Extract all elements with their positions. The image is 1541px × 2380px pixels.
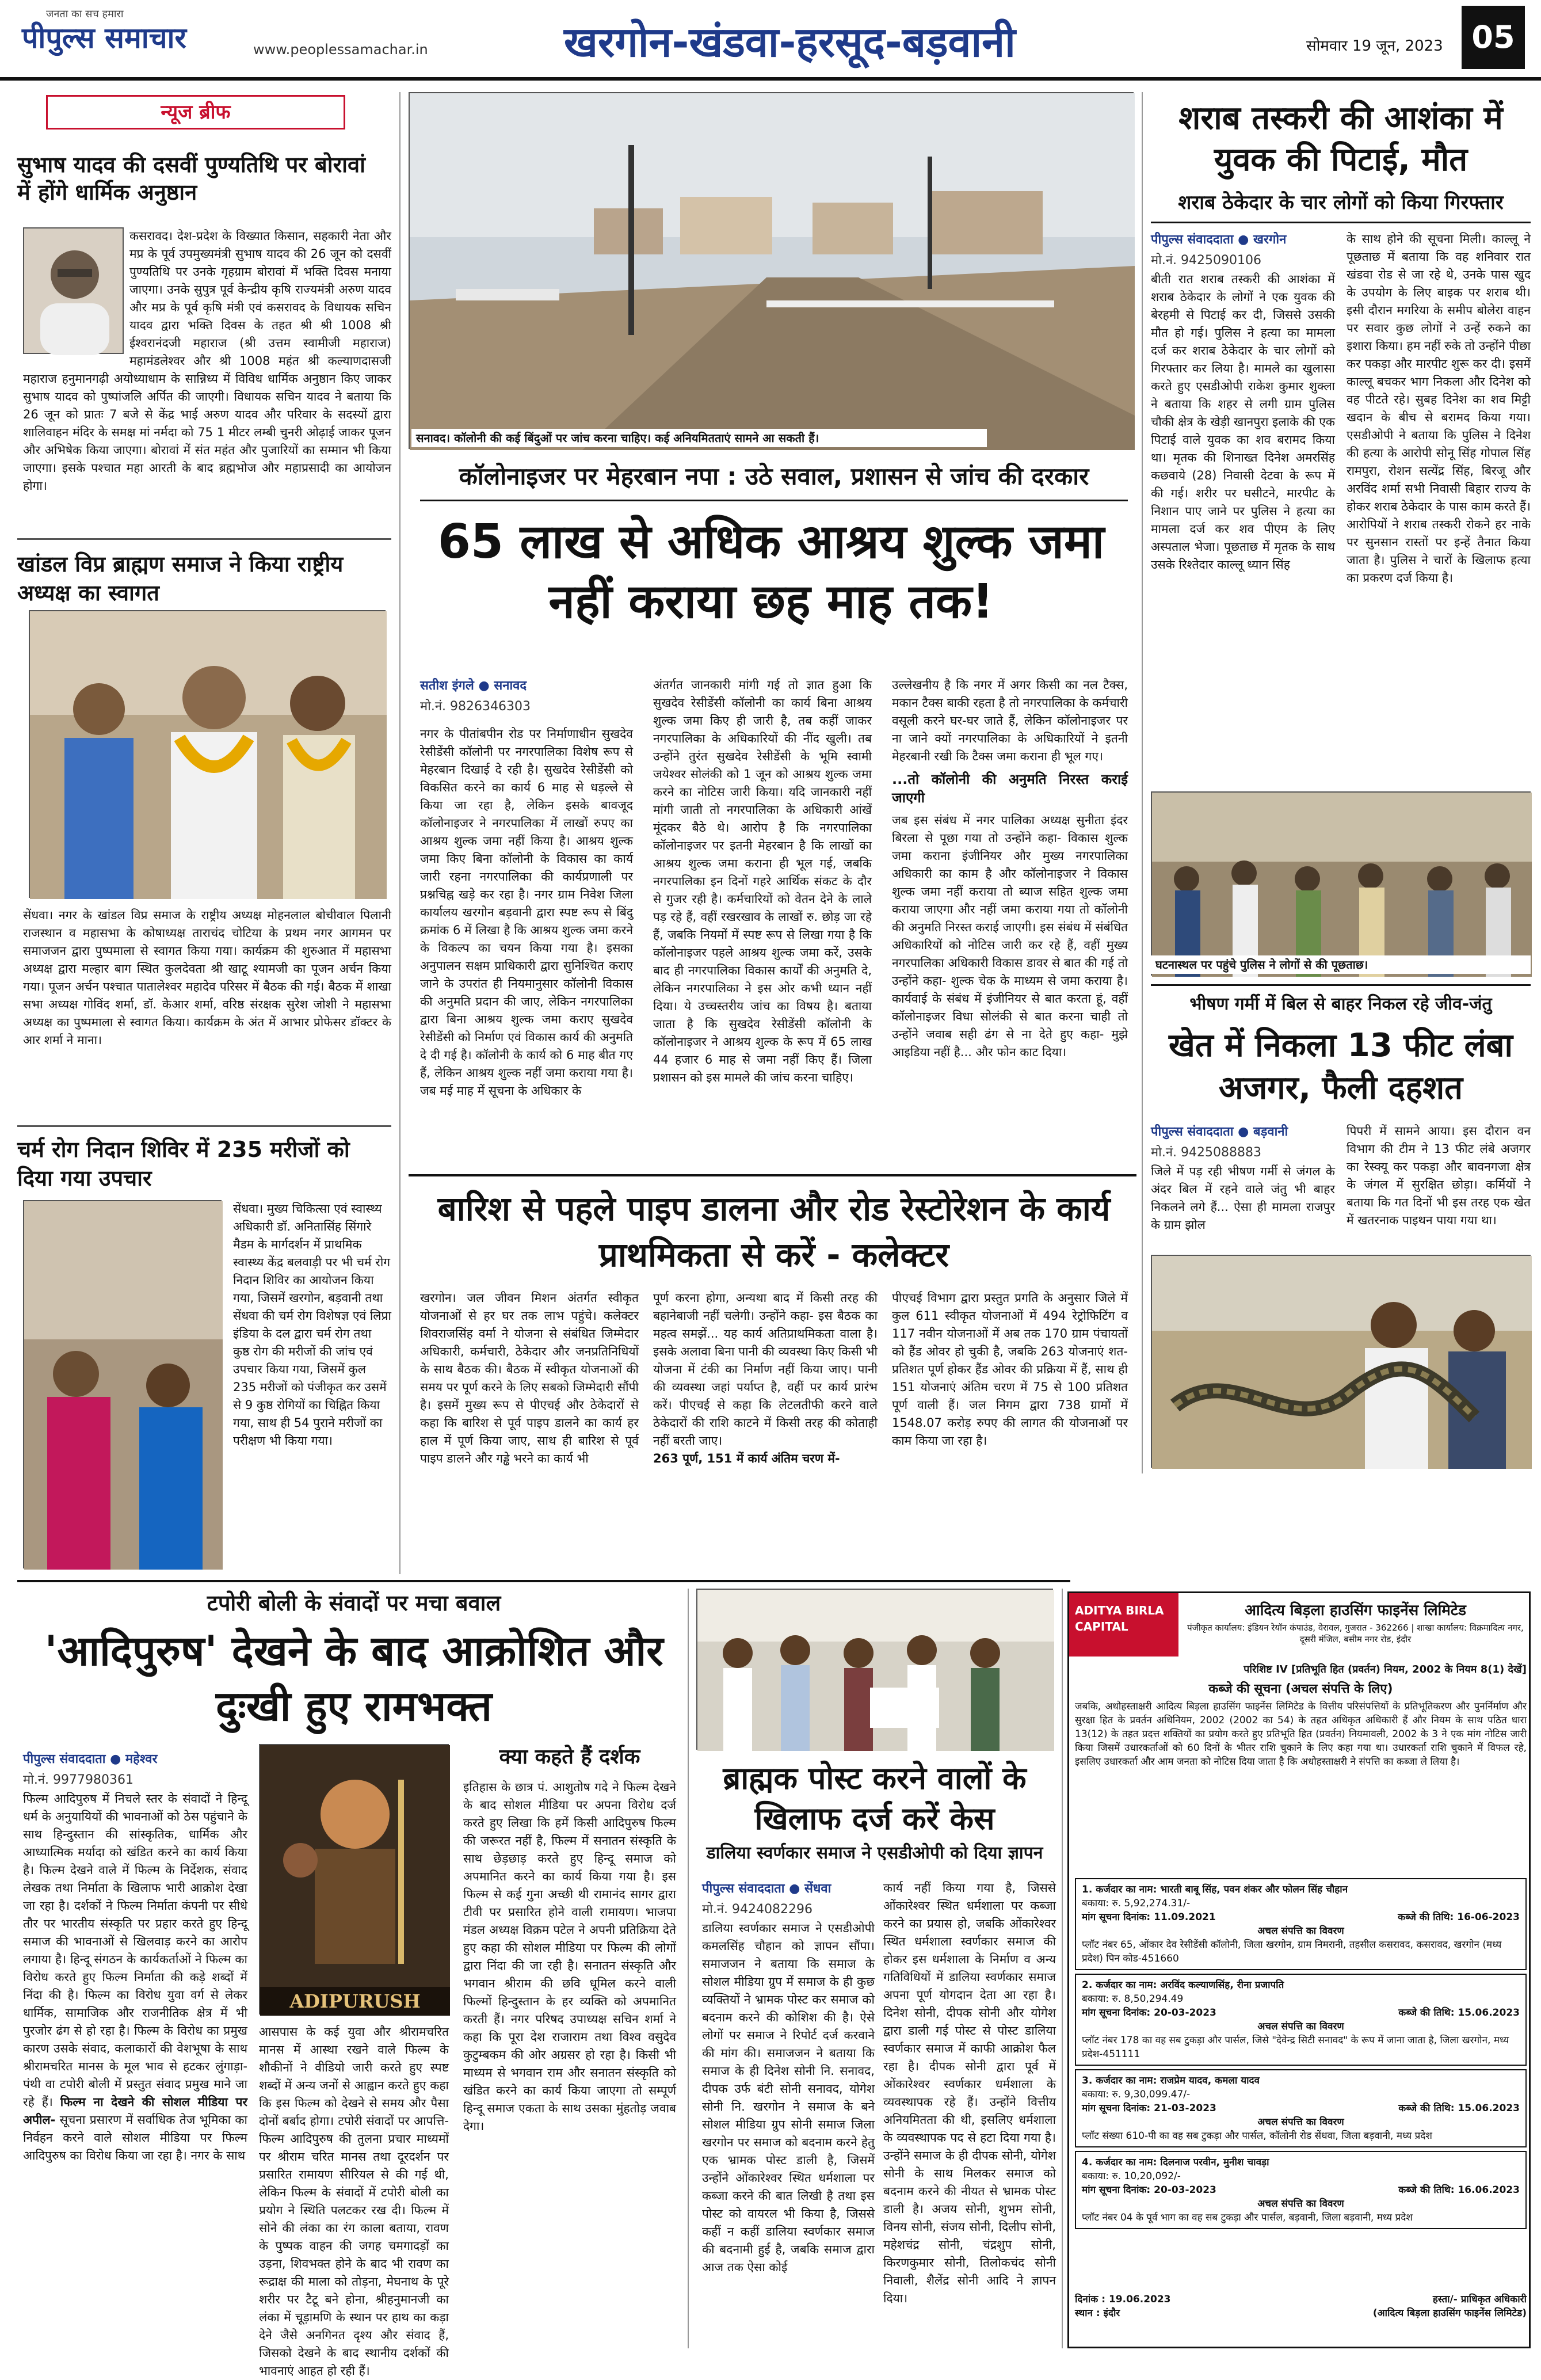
pipeline-headline: बारिश से पहले पाइप डालना और रोड रेस्टोरेशन के कार्य प्राथमिकता से करें - कलेक्टर [437,1189,1111,1274]
brahmin-col2: कार्य नहीं किया गया है, जिससे ओंकारेश्वर स्थित धर्मशाला पर कब्जा करने का प्रयास हो, जबकि ओंकारेश्वर स्थित धर्मशाला स्वर्णकार समाज की होकर इस धर्मशाला के निर्माण व अन्य गतिविधियों में डालिया स्वर्णकार समाज अपना पूर्ण योगदान देता आ रहा है। दिनेश सोनी, दीपक सोनी और योगेश द्वारा डाली गई पोस्ट से पोस्ट डालिया स्वर्णकार समाज में काफी आक्रोश फैल रहा है। दीपक सोनी द्वारा पूर्व में ओंकारेश्वर स्वर्णकार धर्मशाला के व्यवस्थापक रहे हैं। उन्होंने वित्तीय अनियमितता की थी, इसलिए धर्मशाला के व्यवस्थापक पद से हटा दिया गया है। उन्होंने समाज के ही दीपक सोनी, योगेश सोनी के साथ मिलकर समाज को बदनाम करने की नीयत से भ्रामक पोस्ट डाली है। अजय सोनी, शुभम सोनी, विनय सोनी, संजय सोनी, दिलीप सोनी, महेशचंद्र सोनी, चंद्रशुप सोनी, किरणकुमार सोनी, तिलोकचंद सोनी निवाली, शैलेंद्र सोनी आदि ने ज्ञापन दिया। [883,1881,1056,2305]
brief1-headline: सुभाष यादव की दसवीं पुण्यतिथि पर बोरावां में होंगे धार्मिक अनुष्ठान [17,152,365,205]
brahmin-col1: डालिया स्वर्णकार समाज ने एसडीओपी कमलसिंह चौहान को ज्ञापन सौंपा। समाजजन ने बताया कि समाज के सोशल मीडिया ग्रुप में समाज के ही कुछ व्यक्तियों ने भ्रामक पोस्ट कर समाज को बदनाम करने की कोशिश की है। ऐसे लोगों पर समाज ने रिपोर्ट दर्ज करवाने की मांग की। समाजजन ने बताया कि समाज के ही दिनेश सोनी नि. सनावद, दीपक उर्फ बंटी सोनी सनावद, योगेश सोनी नि. खरगोन ने समाज के बने सोशल मीडिया ग्रुप सोनी समाज जिला खरगोन पर समाज को बदनाम करने हेतु एक भ्रामक पोस्ट डाली है, जिसमें उन्होंने ओंकारेश्वर स्थित धर्मशाला पर कब्जा करने की बात लिखी है तथा इस पोस्ट को वायरल भी किया है, जिससे कहीं न कहीं डालिया स्वर्णकार समाज की बदनामी हुई है, जबकि समाज द्वारा आज तक ऐसा कोई [702,1921,875,2274]
edition-title: खरगोन-खंडवा-हरसूद-बड़वानी [564,18,1016,66]
divider [17,1580,1070,1582]
pipeline-col2-bold: 263 पूर्ण, 151 में कार्य अंतिम चरण में- [653,1452,840,1465]
notice-company: आदित्य बिड़ला हाउसिंग फाइनेंस लिमिटेड [1245,1602,1466,1619]
brief3-photo-camp [23,1200,222,1568]
adipurush-col2: आसपास के कई युवा और श्रीरामचरित मानस में आस्था रखने वाले फिल्म के शौकीनों ने वीडियो जारी करते हुए स्पष्ट शब्दों में अन्य जनों से आह्वान करते हुए कहा कि इस फिल्म को देखने से समय और पैसा दोनों बर्बाद होगा। टपोरी संवादों पर आपत्ति- फिल्म आदिपुरुष की तुलना प्रचार माध्यमों पर श्रीराम चरित मानस तथा दूरदर्शन पर प्रसारित रामायण सीरियल से की गई थी, लेकिन फिल्म के संवादों में टपोरी बोली का प्रयोग ने स्थिति पलटकर रख दी। फिल्म में सोने की लंका का रंग काला बताया, रावण के पुष्पक वाहन की जगह चमगादड़ों का उड़ना, शिवभक्त होने के बाद भी रावण का रूद्राक्ष की माला को तोड़ना, मेघनाथ के पूरे शरीर पर टैटू बने होना, श्रीहनुमानजी का लंका में चूड़ामणि के स्थान पर हाथ का कड़ा देने जैसे अनगिनत दृश्य और संवाद हैं, जिसको देखने के बाद स्थानीय दर्शकों की भावनाएं आहत हो रही हैं। [259,2025,449,2378]
brief1-body: कसरावद। देश-प्रदेश के विख्यात किसान, सहकारी नेता और मप्र के पूर्व उपमुख्यमंत्री सुभाष यादव की 26 जून को दसवीं पुण्यतिथि पर उनके गृहग्राम बोरावां में भक्ति दिवस मनाया जाएगा। उनके सुपुत्र पूर्व केन्द्रीय कृषि राज्यमंत्री अरुण यादव और मप्र के पूर्व कृषि मंत्री एवं कसरावद के विधायक सचिन यादव द्वारा भक्ति दिवस के तहत श्री श्री 1008 श्री ईश्वरानंदजी महाराज (श्री उत्तम स्वामीजी महाराज) महामंडलेश्वर और श्री 1008 महंत श्री कल्याणदासजी महाराज हनुमानगढ़ी अयोध्याधाम के सान्निध्य में विविध धार्मिक अनुष्ठान किए जाकर सुभाष यादव को पुष्पांजलि अर्पित की जाएगी। विधायक सचिन यादव ने बताया कि 26 जून को प्रातः 7 बजे से केंद्र भाई अरुण यादव और परिवार के सदस्यों द्वारा शालिवाहन मंदिर के समक्ष मां नर्मदा को 75 1 मीटर लम्बी चुनरी ओढ़ाई जाकर पूजन और अभिषेक किया जाएगा। बोरावां में संत महंत और पुजारियों का सम्मान भी किया जाएगा। इसके पश्चात महा आरती के बाद ब्रह्मभोज और महाप्रसादी का आयोजन होगा। [23,229,391,493]
liquor-photo-scene [1151,791,1531,976]
liquor-photo-caption: घटनास्थल पर पहुंचे पुलिस ने लोगों से की पूछताछ। [1151,955,1531,974]
poster-title: ADIPURUSH [260,1987,450,2016]
column-rule [399,92,400,1574]
issue-date: सोमवार 19 जून, 2023 [1306,37,1443,55]
python-headline: खेत में निकला 13 फीट लंबा अजगर, फैली दहशत [1168,1027,1513,1107]
notice-entries [1075,1878,1527,2281]
liquor-subhead: शराब ठेकेदार के चार लोगों को किया गिरफ्तार [1178,191,1504,214]
notice-footer: दिनांक : 19.06.2023 हस्ता/- प्राधिकृत अधिकारी स्थान : इंदौर (आदित्य बिड़ला हाउसिंग फाइनेंस लिमिटेड) [1075,2294,1527,2319]
adipurush-col1: फिल्म आदिपुरुष में निचले स्तर के संवादों ने हिन्दू धर्म के अनुयायियों की भावनाओं को ठेस पहुंचाने के साथ हिन्दुस्तान की सांस्कृतिक, धार्मिक और आध्यात्मिक मर्यादा को खंडित करने का कार्य किया है। फिल्म देखने वाले में फिल्म के निर्देशक, संवाद लेखक तथा निर्माता के खिलाफ भारी आक्रोश देखा जा रहा है। दर्शकों ने फिल्म निर्माता कंपनी पर सीधे तौर पर भारतीय संस्कृति पर प्रहार करते हुए हिन्दू समाज की भावनाओं से खिलवाड़ करने का आरोप लगाया है। हिन्दू संगठन के कार्यकर्ताओं ने फिल्म का विरोध करते हुए फिल्म निर्माता की कड़े शब्दों में निंदा की है। फिल्म का विरोध युवा वर्ग से लेकर धार्मिक, सामाजिक और राजनीतिक क्षेत्र में भी पुरजोर ढंग से हो रहा है। फिल्म के विरोध का प्रमुख कारण उसके संवाद, कलाकारों की वेशभूषा के साथ श्रीरामचरित मानस के मूल भाव से हटकर लुंगाड़ा-पंथी वा टपोरी बोली में प्रस्तुत संवाद प्रमुख माने जा रहे हैं। फिल्म ना देखने की सोशल मीडिया पर अपील- सूचना प्रसारण में सर्वाधिक तेज भूमिका का निर्वहन करने वाले सोशल मीडिया पर फिल्म आदिपुरुष का विरोध किया जा रहा है। नगर के साथ [23,1792,247,2162]
lead-col3-subhead: ...तो कॉलोनी की अनुमति निरस्त कराई जाएगी [892,771,1128,806]
python-col2: पिपरी में सामने आया। इस दौरान वन विभाग की टीम ने 13 फीट लंबे अजगर का रेस्क्यू कर पकड़ा और बावनगजा क्षेत्र के जंगल में सुरक्षित छोड़ा। कर्मियों ने बताया कि गत दिनों भी इस तरह एक खेत में खतरनाक पाइथन पाया गया था। [1347,1124,1531,1227]
brief3-body: सेंधवा। मुख्य चिकित्सा एवं स्वास्थ्य अधिकारी डॉ. अनितासिंह सिंगारे मैडम के मार्गदर्शन में प्राथमिक स्वास्थ्य केंद्र बलवाड़ी पर भी चर्म रोग निदान शिविर का आयोजन किया गया, जिसमें खरगोन, बड़वानी तथा सेंधवा की चर्म रोग विशेषज्ञ एवं लिप्रा इंडिया के दल द्वारा चर्म रोग तथा कुष्ठ रोग की मरीजों की जांच एवं उपचार किया गया, जिसमें कुल 235 मरीजों को पंजीकृत कर उसमें से 9 कुष्ठ रोगियों का चिह्नित किया गया, साथ ही 54 पुराने मरीजों का परीक्षण भी किया गया। [233,1202,391,1448]
python-col1: जिले में पड़ रही भीषण गर्मी से जंगल के अंदर बिल में रहने वाले जंतु भी बाहर निकलने लगे हैं... ऐसा ही मामला राजपुर के ग्राम झोल [1151,1164,1335,1232]
brief3-headline: चर्म रोग निदान शिविर में 235 मरीजों को दिया गया उपचार [17,1137,350,1191]
liquor-col2: के साथ होने की सूचना मिली। काल्लू ने पूछताछ में बताया कि वह शनिवार रात खंडवा रोड से जा रहे थे, उनके पास खुद के उपयोग के लिए बाइक पर शराब थी। इसी दौरान मगरिया के समीप बोलेरा वाहन पर सवार कुछ लोगों ने उन्हें रुकने का इशारा किया। हम नहीं रुके तो उन्होंने पीछा कर पकड़ा और मारपीट शुरू कर दी। इसमें काल्लू बचकर भाग निकला और दिनेश को वह पीटते रहे। सुबह दिनेश का शव मिट्टी खदान के बीच से बरामद किया गया। एसडीओपी ने बताया कि पुलिस ने दिनेश की हत्या के आरोपी सोनू सिंह गोपाल सिंह रामपुरा, रोशन सत्येंद्र सिंह, बिरजू और अरविंद शर्मा सभी निवासी बिहार राज्य के होकर शराब ठेकेदार के पास काम करते हैं। आरोपियों ने शराब तस्करी रोकने हर नाके पर सुनसान रास्तों पर इन्हें तैनात किया जाता है। पुलिस ने चारों के खिलाफ हत्या का प्रकरण दर्ज किया है। [1347,232,1531,585]
masthead [0,0,1541,81]
brahmin-photo-memorandum [696,1589,1053,1750]
possession-notice-ad [1067,1591,1531,2348]
brahmin-byline: पीपुल्स संवाददाता ● सेंधवा मो.नं. 9424082296 [702,1882,831,1917]
brief2-body: सेंधवा। नगर के खांडल विप्र समाज के राष्ट्रीय अध्यक्ष मोहनलाल बोचीवाल पिलानी राजस्थान व महासभा के कोषाध्यक्ष ताराचंद चोटिया के प्रथम नगर आगमन पर समाजजन द्वारा पुष्पमाला से स्वागत किया गया। कार्यक्रम की शुरुआत में महासभा अध्यक्ष द्वारा मल्हार बाग स्थित कुलदेवता श्री खाटू श्यामजी का पूजन अर्चन किया गया। पूजन अर्चन पश्चात पातालेश्वर महादेव परिसर में बैठक की गई। बैठक में शाखा सभा अध्यक्ष गोविंद शर्मा, डॉ. केआर शर्मा, वरिष्ठ संरक्षक सुरेश जोशी ने महासभा अध्यक्ष का पुष्पमाला से स्वागत किया। कार्यक्रम के अंत में आभार प्रोफेसर डॉक्टर के आर शर्मा ने माना। [23,908,391,1047]
python-kicker: भीषण गर्मी में बिल से बाहर निकल रहे जीव-जंतु [1189,994,1492,1014]
pipeline-col2: पूर्ण करना होगा, अन्यथा बाद में किसी तरह की बहानेबाजी नहीं चलेगी। उन्होंने कहा- इस बैठक का महत्व समझें... यह कार्य अतिप्राथमिकता वाला है। इसके अलावा बिना पानी की व्यवस्था किए किसी भी योजना में टंकी का निर्माण नहीं किया जाए। पानी की व्यवस्था जहां पर्याप्त है, वहीं पर कार्य प्रारंभ करें। पीएचई से कहा कि लेटलतीफी करने वाले ठेकेदारों की राशि काटने में किसी तरह की कोताही नहीं बरती जाए। 263 पूर्ण, 151 में कार्य अंतिम चरण में- [653,1289,878,1531]
brief2-photo-felicitation [29,610,386,898]
lead-col1: नगर के पीतांबपीन रोड पर निर्माणाधीन सुखदेव रेसीडेंसी कॉलोनी पर नगरपालिका विशेष रूप से मेहरबान दिखाई दे रही है। सुखदेव रेसीडेंसी को विकसित करने का कार्य 6 माह से धड़ल्ले से किया जा रहा है, लेकिन इसके बावजूद कॉलोनाइजर ने नगरपालिका में लाखों रुपए का आश्रय शुल्क जमा नहीं किया है। आश्रय शुल्क जमा किए बिना कॉलोनी के विकास का कार्य जारी रहना नगरपालिका की कार्यप्रणाली पर प्रश्नचिह्न खड़े कर रहा है। नगर ग्राम निवेश जिला कार्यालय खरगोन बड़वानी द्वारा स्पष्ट रूप से बिंदु क्रमांक 6 में लिखा है कि आश्रय शुल्क जमा करने के विकल्प का चयन किया गया है। इसका अनुपालन सक्षम प्राधिकारी द्वारा सुनिश्चित कराए जाने के उपरांत ही नियमानुसार कॉलोनी विकास की अनुमति प्रदान की जाए, लेकिन नगरपालिका द्वारा बिना आश्रय शुल्क जमा कराए सुखदेव रेसीडेंसी को निर्माण एवं विकास कार्य की अनुमति दे दी गई है। कॉलोनी के कार्य को 6 माह बीत गए हैं, लेकिन आश्रय शुल्क नहीं जमा कराया गया है। जब मई माह में सूचना के अधिकार के [420,727,633,1098]
lead-headline: 65 लाख से अधिक आश्रय शुल्क जमा नहीं कराया छह माह तक! [437,515,1105,629]
python-photo [1151,1255,1531,1468]
site-url[interactable]: www.peoplessamachar.in [253,41,428,58]
newspaper-logo: पीपुल्स समाचार [22,21,186,55]
notice-rule: परिशिष्ट IV [प्रतिभूति हित (प्रवर्तन) नियम, 2002 के नियम 8(1) देखें] [1244,1663,1527,1675]
adipurush-byline: पीपुल्स संवाददाता ● महेश्वर मो.नं. 9977980361 [23,1752,158,1787]
divider [17,1125,391,1127]
lead-byline: सतीश इंगले ● सनावद मो.नं. 9826346303 [420,679,531,714]
column-rule [688,1589,689,2348]
lead-col2: अंतर्गत जानकारी मांगी गई तो ज्ञात हुआ कि सुखदेव रेसीडेंसी कॉलोनी का कार्य बिना आश्रय शुल्क जमा किए ही जारी है, तब कहीं जाकर नगरपालिका के अधिकारियों की नींद खुली। तब उन्होंने तुरंत सुखदेव रेसीडेंसी के भूमि स्वामी जयेश्वर सोलंकी को 1 जून को आश्रय शुल्क जमा करने का नोटिस जारी किया। यदि जानकारी नहीं मांगी जाती तो नगरपालिका के अधिकारी आंखें मूंदकर बैठे थे। आरोप है कि नगरपालिका कॉलोनाइजर पर इतनी मेहरबान है कि लाखों का आश्रय शुल्क जमा कराना ही भूल गई, जबकि नगरपालिका इन दिनों गहरे आर्थिक संकट के दौर से गुजर रही है। कर्मचारियों को वेतन देने के लाले पड़ रहे हैं, वहीं रखरखाव के लाखों रु. छोड़ जा रहे हैं, जबकि नियमों में स्पष्ट रूप से लिखा गया है कि कॉलोनाइजर पहले आश्रय शुल्क जमा करें, उसके बाद ही नगरपालिका विकास कार्यों की अनुमति दे, लेकिन नगरपालिका ने इस ओर कभी ध्यान नहीं दिया। ये उच्चस्तरीय जांच का विषय है। बताया जाता है कि सुखदेव रेसीडेंसी कॉलोनी के कॉलोनाइजर ने आश्रय शुल्क के रूप में 65 लाख 44 हजार 6 माह से जमा नहीं किए हैं। जिला प्रशासन को इस मामले की जांच करना चाहिए। [653,678,872,1084]
notice-entry: 1. कर्जदार का नाम: भारती बाबू सिंह, पवन शंकर और फोलन सिंह चौहान बकाया: रु. 5,92,274.31/- मांग सूचना दिनांक: 11.09.2021 कब्जे की तिथि: 16-06-2023 अचल संपत्ति का विवरण प्लॉट नंबर 65, ओंकार देव रेसीडेंसी कॉलोनी, जिला खरगोन, ग्राम निमरानी, तहसील कसरावद, कसरावद, खरगोन (मध्य प्रदेश) पिन कोड-451660 [1075,1878,1527,1970]
python-byline: पीपुल्स संवाददाता ● बड़वानी मो.नं. 9425088883 [1151,1125,1288,1160]
pipeline-col3: पीएचई विभाग द्वारा प्रस्तुत प्रगति के अनुसार जिले में कुल 611 स्वीकृत योजनाओं में 494 रेट्रोफिटिंग व 117 नवीन योजनाओं में अब तक 170 ग्राम पंचायतों को हैंड ओवर हो चुकी है, जबकि 263 योजनाएं शत-प्रतिशत पूर्ण होकर हैंड ओवर की प्रक्रिया में हैं, साथ ही 151 योजनाएं अंतिम चरण में 75 से 100 प्रतिशत पूर्ण वाली हैं। जल निगम द्वारा 738 ग्रामों में 1548.07 करोड़ रुपए की लागत की योजनाओं पर काम किया जा रहा है। [892,1291,1128,1448]
notice-entry: 2. कर्जदार का नाम: अरविंद कल्याणसिंह, रीना प्रजापति बकाया: रु. 8,50,294.49 मांग सूचना दिनांक: 20-03-2023 कब्जे की तिथि: 15.06.2023 अचल संपत्ति का विवरण प्लॉट नंबर 178 का वह सब टुकड़ा और पार्सल, जिसे "देवेन्द्र सिटी सनावद" के रूप में जाना जाता है, जिला खरगोन, मध्य प्रदेश-451111 [1075,1974,1527,2066]
brand-logo: ADITYA BIRLA CAPITAL [1069,1593,1178,1657]
divider [1151,222,1531,223]
lead-kicker: कॉलोनाइजर पर मेहरबान नपा : उठे सवाल, प्रशासन से जांच की दरकार [420,460,1128,501]
adipurush-col1-bold: फिल्म ना देखने की सोशल मीडिया पर अपील- [23,2095,247,2127]
brahmin-subhead: डालिया स्वर्णकार समाज ने एसडीओपी को दिया ज्ञापन [706,1843,1043,1863]
liquor-byline: पीपुल्स संवाददाता ● खरगोन मो.नं. 9425090106 [1151,233,1287,268]
logo-tagline: जनता का सच हमारा [46,8,124,20]
notice-office: पंजीकृत कार्यालय: इंडियन रेयॉन कंपाउंड, वेरावल, गुजरात - 362266 | शाखा कार्यालय: विक्रमादित्य नगर, दूसरी मंजिल, बसीम नगर रोड, इंदौर [1187,1623,1524,1644]
viewers-box-title: क्या कहते हैं दर्शक [499,1745,640,1769]
column-rule [1062,1589,1063,2348]
notice-entry: 3. कर्जदार का नाम: राजप्रेम यादव, कमला यादव बकाया: रु. 9,30,099.47/- मांग सूचना दिनांक: 21-03-2023 कब्जे की तिथि: 15.06.2023 अचल संपत्ति का विवरण प्लॉट संख्या 610-पी का वह सब टुकड़ा और पार्सल, कॉलोनी रोड सेंधवा, जिला बड़वानी, मध्य प्रदेश [1075,2069,1527,2147]
news-brief-label: न्यूज ब्रीफ [46,95,345,130]
notice-intro: जबकि, अधोहस्ताक्षरी आदित्य बिड़ला हाउसिंग फाइनेंस लिमिटेड के वित्तीय परिसंपत्तियों के प्रतिभूतिकरण और पुनर्निर्माण और सुरक्षा हित के प्रवर्तन अधिनियम, 2002 (2002 का 54) के तहत अधिकृत अधिकारी हैं और नियम के साथ पठित धारा 13(12) के तहत प्रदत्त शक्तियों का प्रयोग करते हुए प्रतिभूति हित (प्रवर्तन) नियमावली, 2002 के 3 ने एक मांग नोटिस जारी किया जिसमें उधारकर्ताओं को 60 दिनों के भीतर राशि चुकाने के लिए कहा गया था। उधारकर्ता राशि चुकाने में विफल रहे, इसलिए उधारकर्ता और आम जनता को नोटिस दिया जाता है कि अधोहस्ताक्षरी ने संपत्ति का कब्जा ले लिया है। [1075,1701,1527,1768]
brahmin-headline: ब्राह्मक पोस्ट करने वालों के खिलाफ दर्ज करें केस [723,1760,1027,1837]
adipurush-headline: 'आदिपुरुष' देखने के बाद आक्रोशित और दुःखी हुए रामभक्त [44,1627,663,1730]
notice-title: कब्जे की सूचना (अचल संपत्ति के लिए) [1208,1682,1393,1696]
brief2-headline: खांडल विप्र ब्राह्मण समाज ने किया राष्ट्रीय अध्यक्ष का स्वागत [17,551,344,606]
divider [409,1174,1136,1176]
viewers-box-body: इतिहास के छात्र पं. आशुतोष गदे ने फिल्म देखने के बाद सोशल मीडिया पर अपना विरोध दर्ज करते हुए लिखा कि हमें किसी आदिपुरुष फिल्म की जरूरत नहीं है, फिल्म में सनातन संस्कृति के साथ छेड़छाड़ करते हुए हिन्दू समाज को अपमानित करने का कार्य किया गया है। इस फिल्म से कई गुना अच्छी थी रामानंद सागर द्वारा टीवी पर प्रसारित होने वाली रामायण। भाजपा मंडल अध्यक्ष विक्रम पटेल ने अपनी प्रतिक्रिया देते हुए कहा की सोशल मीडिया पर फिल्म की लोगों द्वारा निंदा की जा रही है। सनातन संस्कृति और भगवान श्रीराम की छवि धूमिल करने वाली फिल्मों हिन्दुस्तान के हर व्यक्ति को अपमानित करती हैं। नगर परिषद उपाध्यक्ष सचिन शर्मा ने कहा कि पूरा देश राजाराम तथा विश्व वसुदेव कुटुम्बकम की ओर अग्रसर हो रहा है। किसी भी माध्यम से भगवान राम और सनातन संस्कृति को खंडित करने का कार्य किया जाएगा तो सम्पूर्ण हिन्दू समाज एकता के साथ उसका मुंहतोड़ जवाब देगा। [463,1780,676,2133]
adipurush-kicker: टपोरी बोली के संवादों पर मचा बवाल [207,1590,501,1616]
lead-col3: उल्लेखनीय है कि नगर में अगर किसी का नल टैक्स, मकान टैक्स बाकी रहता है तो नगरपालिका के कर्मचारी वसूली करने घर-घर जाते हैं, लेकिन कॉलोनाइजर पर ना जाने क्यों नगरपालिका के अधिकारियों ने इतनी मेहरबानी रखी कि टैक्स जमा कराना ही भूल गए। ...तो कॉलोनी की अनुमति निरस्त कराई जाएगी जब इस संबंध में नगर पालिका अध्यक्ष सुनीता इंदर बिरला से पूछा गया तो उन्होंने कहा- विकास शुल्क जमा कराना इंजीनियर और मुख्य नगरपालिका अधिकारी का काम है और कॉलोनाइजर ने विकास शुल्क जमा नहीं कराया तो ब्याज सहित शुल्क जमा कराया जाएगा और नहीं जमा कराया गया तो कॉलोनी की अनुमति निरस्त कराई जाएगी। इस संबंध में संबंधित अधिकारियों को नोटिस जारी कर रहे हैं, वहीं मुख्य नगरपालिका अधिकारी विकास डावर से बात की गई तो उन्होंने कहा- शुल्क चेक के माध्यम से जमा कराया है। कार्यवाई के संबंध में इंजीनियर से बात करता हूं, वहीं कॉलोनाइजर विधा सोलंकी से बात करना चाही तो उन्होंने जवाब सही ढंग से ना देते हुए कहा- मुझे आइडिया नहीं है... और फोन काट दिया। [892,678,1128,1059]
page-number: 05 [1462,6,1525,69]
lead-photo-colony [409,92,1134,449]
divider [1151,984,1531,986]
divider [17,538,391,540]
lead-photo-caption: सनावद। कॉलोनी की कई बिंदुओं पर जांच करना चाहिए। कई अनियमितताएं सामने आ सकती हैं। [411,429,987,447]
adipurush-poster [259,1744,449,2015]
liquor-headline: शराब तस्करी की आशंका में युवक की पिटाई, मौत [1178,100,1503,178]
pipeline-col1: खरगोन। जल जीवन मिशन अंतर्गत स्वीकृत योजनाओं से हर घर तक लाभ पहुंचे। कलेक्टर शिवराजसिंह वर्मा ने योजना से संबंधित जिम्मेदार अधिकारी, कर्मचारी, ठेकेदार और जनप्रतिनिधियों के साथ बैठक की। बैठक में स्वीकृत योजनाओं की समय पर पूर्ण करने के लिए सबको जिम्मेदारी सौंपी है। इसमें मुख्य रूप से पीएचई और ठेकेदारों से कहा कि बारिश से पूर्व पाइप डालने का कार्य हर हाल में पूर्ण किया जाए, साथ ही बारिश से पूर्व पाइप डालने और गड्ढे भरने का कार्य भी [420,1291,639,1465]
column-rule [1142,92,1143,1473]
notice-entry: 4. कर्जदार का नाम: दिलनाज परवीन, मुनीश चावड़ा बकाया: रु. 10,20,092/- मांग सूचना दिनांक: 20-03-2023 कब्जे की तिथि: 16.06.2023 अचल संपत्ति का विवरण प्लॉट नंबर 04 के पूर्व भाग का वह सब टुकड़ा और पार्सल, बड़वानी, जिला बड़वानी, मध्य प्रदेश [1075,2151,1527,2229]
liquor-col1: बीती रात शराब तस्करी की आशंका में शराब ठेकेदार के लोगों ने एक युवक की बेरहमी से पिटाई कर दी, जिससे उसकी मौत हो गई। पुलिस ने हत्या का मामला दर्ज कर शराब ठेकेदार के चार लोगों को गिरफ्तार कर लिया है। मामले का खुलासा करते हुए एसडीओपी राकेश कुमार शुक्ला ने बताया कि शहर से लगी ग्राम पुलिस चौकी क्षेत्र के खेड़ी खानपुरा इलाके की एक पिटाई वाले युवक का शव बरामद किया था। मृतक की शिनाख्त दिनेश अमरसिंह कछवाये (28) निवासी देटवा के रूप में की गई। शरीर पर घसीटने, मारपीट के निशान पाए जाने पर पुलिस ने हत्या का मामला दर्ज कर शव पीएम के लिए अस्पताल भेजा। पूछताछ में मृतक के साथ उसके रिश्तेदार काल्लू ध्यान सिंह [1151,272,1336,572]
